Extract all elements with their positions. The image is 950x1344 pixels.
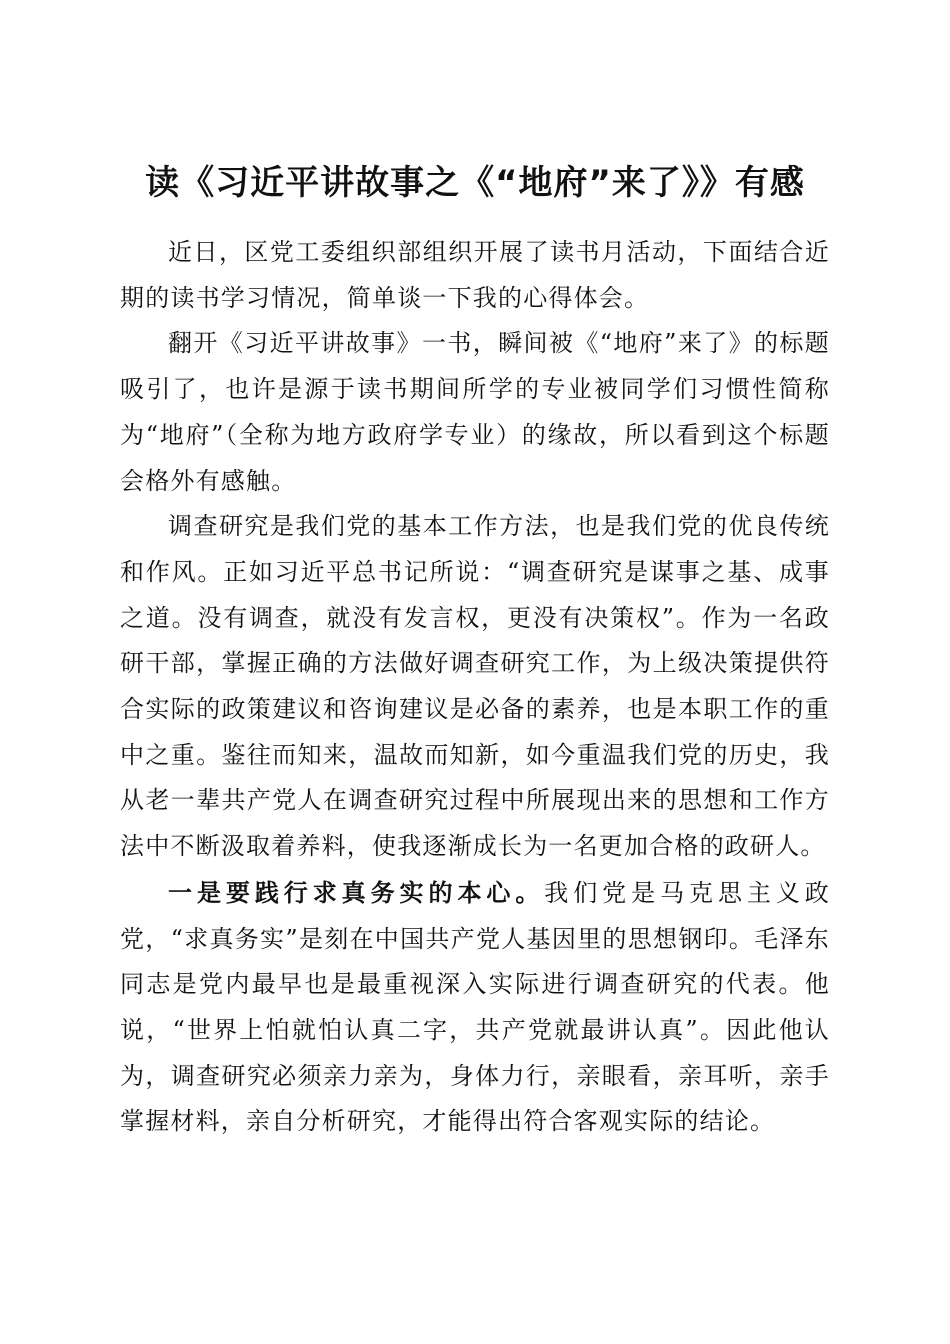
paragraph-text: 我们党是马克思主义政党，“求真务实”是刻在中国共产党人基因里的思想钢印。毛泽东同志是党内最早也是最重视深入实际进行调查研究的代表。他说，“世界上怕就怕认真二字，共产党就最讲认真”。因此他认为，调查研究必须亲力亲为，身体力行，亲眼看，亲耳听，亲手掌握材料，亲自分析研究，才能得出符合客观实际的结论。: [120, 878, 831, 1136]
paragraph-point-one: [120, 870, 830, 1145]
paragraph-book: [120, 321, 830, 504]
paragraph-text: 近日，区党工委组织部组织开展了读书月活动，下面结合近期的读书学习情况，简单谈一下我的心得体会。: [120, 238, 830, 312]
paragraph-text: 调查研究是我们党的基本工作方法，也是我们党的优良传统和作风。正如习近平总书记所说：“调查研究是谋事之基、成事之道。没有调查，就没有发言权，更没有决策权”。作为一名政研干部，掌握正确的方法做好调查研究工作，为上级决策提供符合实际的政策建议和咨询建议是必备的素养，也是本职工作的重中之重。鉴往而知来，温故而知新，如今重温我们党的历史，我从老一辈共产党人在调查研究过程中所展现出来的思想和工作方法中不断汲取着养料，使我逐渐成长为一名更加合格的政研人。: [120, 512, 830, 861]
paragraph-intro: [120, 230, 830, 321]
paragraph-text: 翻开《习近平讲故事》一书，瞬间被《“地府”来了》的标题吸引了，也许是源于读书期间所学的专业被同学们习惯性简称为“地府”（全称为地方政府学专业）的缘故，所以看到这个标题会格外有感触。: [120, 329, 830, 495]
document-body: [120, 230, 830, 1145]
document-title: 读《习近平讲故事之《“地府”来了》》有感: [145, 162, 805, 203]
paragraph-research: [120, 504, 830, 870]
paragraph-lead: 一是要践行求真务实的本心。: [168, 877, 545, 907]
